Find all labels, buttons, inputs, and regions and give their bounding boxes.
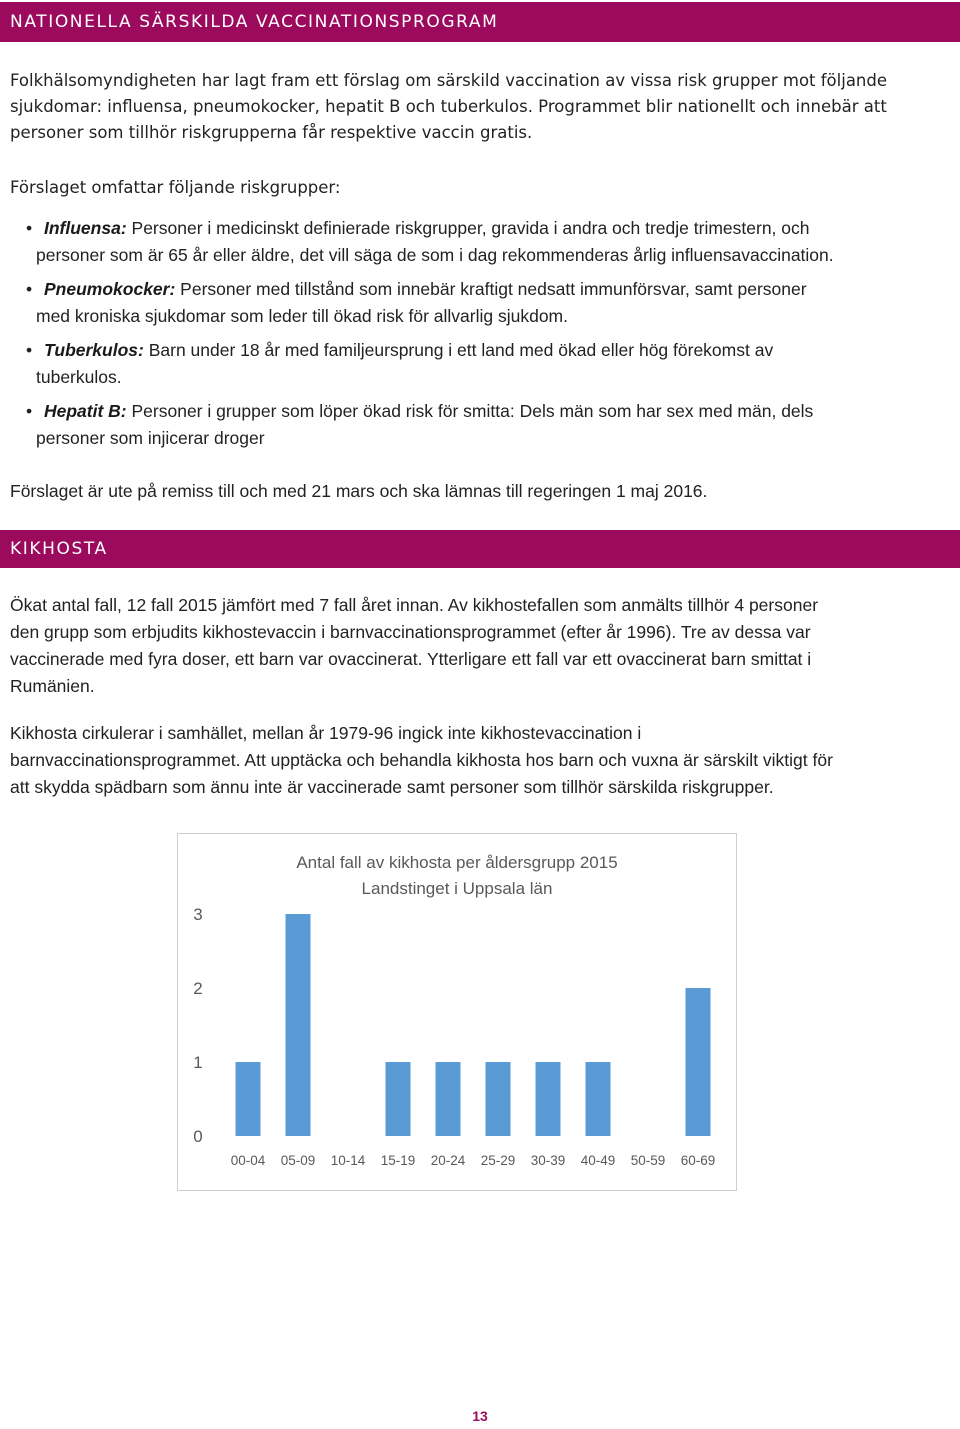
chart-bar <box>486 1062 511 1136</box>
term-label: Tuberkulos: <box>44 340 144 360</box>
closing-paragraph: Förslaget är ute på remiss till och med 21 mars och ska lämnas till regeringen 1 maj 2016. <box>10 481 708 501</box>
chart-subtitle: Landstinget i Uppsala län <box>361 879 553 898</box>
x-tick-label: 60-69 <box>680 1153 716 1168</box>
intro-paragraph <box>10 68 952 146</box>
y-tick-label: 0 <box>193 1127 203 1146</box>
chart-title: Antal fall av kikhosta per åldersgrupp 2015 <box>296 853 618 872</box>
chart-bar <box>536 1062 561 1136</box>
chart-bar <box>386 1062 411 1136</box>
bar-chart <box>178 834 736 1190</box>
item-text: Personer i medicinskt definierade riskgrupper, gravida i andra och tredje trimestern, och <box>126 218 810 238</box>
term-label: Hepatit B: <box>44 401 127 421</box>
text-line: personer som tillhör riskgrupperna får respektive vaccin gratis. <box>10 123 533 142</box>
item-text: personer som är 65 år eller äldre, det vill säga de som i dag rekommenderas årlig influensavaccination. <box>36 245 834 265</box>
list-item <box>28 337 956 391</box>
x-tick-label: 05-09 <box>280 1153 316 1168</box>
section-heading: NATIONELLA SÄRSKILDA VACCINATIONSPROGRAM <box>10 12 499 32</box>
kikhosta-paragraph-2 <box>10 720 952 801</box>
term-label: Pneumokocker: <box>44 279 176 299</box>
text-line: vaccinerade med fyra doser, ett barn var ovaccinerat. Ytterligare ett fall var ett ovaccinerat barn smittat i <box>10 649 812 669</box>
bullet-icon: • <box>26 401 33 421</box>
x-tick-label: 30-39 <box>530 1153 566 1168</box>
bullet-icon: • <box>26 340 33 360</box>
bullet-icon: • <box>26 279 33 299</box>
item-text: Barn under 18 år med familjeursprung i ett land med ökad eller hög förekomst av <box>143 340 774 360</box>
y-tick-label: 1 <box>193 1053 203 1072</box>
list-item <box>28 276 956 330</box>
section-heading: KIKHOSTA <box>10 539 108 559</box>
chart-bar <box>236 1062 261 1136</box>
chart-bar <box>586 1062 611 1136</box>
text-line: den grupp som erbjudits kikhostevaccin i barnvaccinationsprogrammet (efter år 1996). Tre av dessa var <box>10 622 811 642</box>
x-tick-label: 20-24 <box>430 1153 466 1168</box>
item-text: tuberkulos. <box>36 367 122 387</box>
text-line: att skydda spädbarn som ännu inte är vaccinerade samt personer som tillhör särskilda riskgrupper. <box>10 777 774 797</box>
text-line: sjukdomar: influensa, pneumokocker, hepatit B och tuberkulos. Programmet blir nationellt och innebär att <box>10 97 887 116</box>
x-tick-label: 00-04 <box>230 1153 266 1168</box>
section-banner-vaccination <box>0 2 960 42</box>
x-tick-label: 40-49 <box>580 1153 616 1168</box>
x-tick-label: 10-14 <box>330 1153 366 1168</box>
chart-frame <box>177 833 737 1191</box>
item-text: Personer med tillstånd som innebär kraftigt nedsatt immunförsvar, samt personer <box>175 279 807 299</box>
list-item <box>28 215 956 269</box>
text-line: Folkhälsomyndigheten har lagt fram ett förslag om särskild vaccination av vissa risk grupper mot följande <box>10 71 888 90</box>
chart-bar <box>686 988 711 1136</box>
y-tick-label: 2 <box>193 979 203 998</box>
chart-bar <box>436 1062 461 1136</box>
text-line: Kikhosta cirkulerar i samhället, mellan år 1979-96 ingick inte kikhostevaccination i <box>10 723 642 743</box>
item-text: personer som injicerar droger <box>36 428 265 448</box>
x-tick-label: 25-29 <box>480 1153 516 1168</box>
item-text: Personer i grupper som löper ökad risk för smitta: Dels män som har sex med män, dels <box>126 401 814 421</box>
x-tick-label: 15-19 <box>380 1153 416 1168</box>
bullet-icon: • <box>26 218 33 238</box>
risk-groups-lead: Förslaget omfattar följande riskgrupper: <box>10 178 341 197</box>
page-number: 13 <box>472 1408 488 1424</box>
kikhosta-paragraph-1 <box>10 592 952 700</box>
chart-bar <box>286 914 311 1136</box>
text-line: Rumänien. <box>10 676 95 696</box>
x-tick-label: 50-59 <box>630 1153 666 1168</box>
text-line: barnvaccinationsprogrammet. Att upptäcka och behandla kikhosta hos barn och vuxna är särskilt viktigt för <box>10 750 833 770</box>
item-text: med kroniska sjukdomar som leder till ökad risk för allvarlig sjukdom. <box>36 306 568 326</box>
list-item <box>28 398 956 452</box>
section-banner-kikhosta <box>0 530 960 568</box>
text-line: Ökat antal fall, 12 fall 2015 jämfört med 7 fall året innan. Av kikhostefallen som anmälts tillhör 4 personer <box>10 595 819 615</box>
y-tick-label: 3 <box>193 905 203 924</box>
term-label: Influensa: <box>44 218 127 238</box>
